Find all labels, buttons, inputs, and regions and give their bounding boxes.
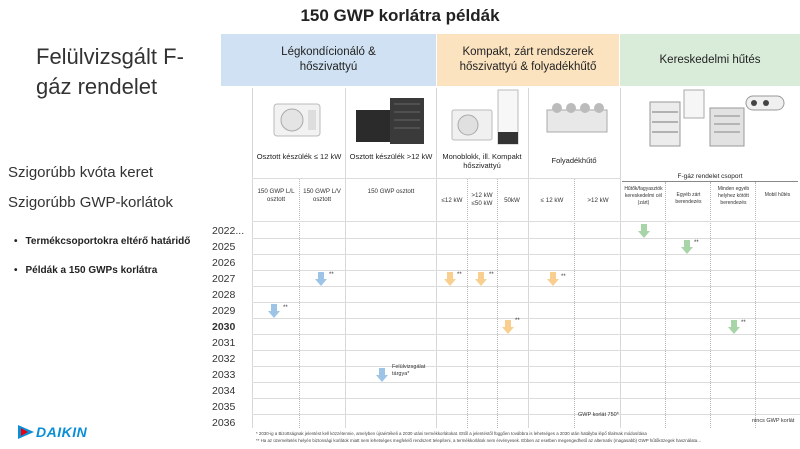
note-mark: **	[329, 272, 334, 278]
daikin-logo-icon	[18, 425, 34, 439]
review-note: Felülvizsgálat tárgya*	[392, 364, 426, 377]
detail-mono-small: ≤12 kW	[441, 197, 463, 204]
row-divider	[252, 270, 800, 271]
column-divider	[436, 88, 437, 428]
deadline-arrow-mono-large-2030	[502, 320, 514, 334]
row-divider	[252, 238, 800, 239]
deadline-arrow-ll-2029	[268, 304, 280, 318]
fgas-group-line	[622, 181, 798, 182]
category-ac: Légkondícionáló & hőszivattyú	[221, 34, 436, 86]
year-label: 2031	[212, 337, 236, 349]
split-large-unit-image	[352, 92, 432, 146]
row-divider	[252, 302, 800, 303]
deadline-arrow-chiller-small-2027	[547, 272, 559, 286]
bullet-deadline: • Termékcsoportokra eltérő határidő	[14, 236, 190, 247]
column-divider	[620, 88, 621, 428]
note-mark: **	[489, 272, 494, 278]
detail-chiller-large: >12 kW	[587, 197, 609, 204]
detail-other-closed: Egyéb zárt berendezés	[675, 192, 702, 205]
commercial-units-image	[648, 88, 788, 148]
year-label: 2027	[212, 273, 236, 285]
row-divider	[252, 350, 800, 351]
product-chiller: Folyadékhűtő	[551, 156, 597, 165]
detail-split-large: 150 GWP osztott	[367, 188, 415, 195]
sub-column-divider	[467, 178, 468, 428]
year-label: 2035	[212, 401, 236, 413]
page-title: 150 GWP korlátra példák	[300, 6, 500, 25]
row-divider	[252, 398, 800, 399]
gwp750-note: GWP korlát 750*	[578, 412, 619, 418]
monoblock-unit-image	[448, 88, 524, 148]
detail-stationary: Minden egyéb helyhez kötött berendezés	[717, 186, 750, 206]
year-label: 2030	[212, 321, 236, 333]
chiller-unit-image	[545, 100, 609, 136]
sub-column-divider	[755, 182, 756, 428]
deadline-arrow-split-2033	[376, 368, 388, 382]
row-divider	[252, 414, 800, 415]
year-label: 2029	[212, 305, 236, 317]
daikin-logo-text: DAIKIN	[36, 424, 88, 440]
deadline-arrow-other-2025	[681, 240, 693, 254]
quota-text: Szigorúbb kvóta keret	[8, 164, 154, 181]
footnote-2: ** Ha az üzemeltetés helyén biztonsági korlátok miatt nem lehetséges megfelelő rendszert telepíteni, a termékkorlátok nem érvényesek. Ebben az esetben megengedhető az alternatív (magasabb) GWP hűtőközegek használata…	[256, 438, 702, 443]
sub-column-divider	[497, 178, 498, 428]
detail-mono-large: 50kW	[504, 197, 520, 204]
row-divider	[252, 334, 800, 335]
sub-column-divider	[574, 178, 575, 428]
split-small-unit-image	[272, 100, 324, 140]
year-label: 2028	[212, 289, 236, 301]
slide-heading: Felülvizsgált F-gáz rendelet	[36, 44, 184, 99]
gwp-limit-text: Szigorúbb GWP-korlátok	[8, 194, 174, 211]
detail-commercial-closed: Hűtők/fagyasztók kereskedelmi cél (zárt)	[624, 186, 663, 206]
product-split-large: Osztott készülék >12 kW	[349, 152, 433, 161]
detail-ll-split: 150 GWP L/L osztott	[257, 188, 295, 203]
row-divider	[252, 318, 800, 319]
product-monoblock: Monoblokk, ill. Kompakt hőszivattyú	[442, 152, 522, 170]
year-label: 2034	[212, 385, 236, 397]
bullet-examples: • Példák a 150 GWPs korlátra	[14, 265, 157, 276]
detail-chiller-small: ≤ 12 kW	[540, 197, 564, 204]
row-divider	[252, 286, 800, 287]
sub-column-divider	[665, 182, 666, 428]
row-divider	[252, 221, 800, 222]
note-mark: **	[741, 320, 746, 326]
deadline-arrow-stationary-2030	[728, 320, 740, 334]
column-divider	[345, 88, 346, 428]
note-mark: **	[457, 272, 462, 278]
column-divider	[252, 88, 253, 428]
year-label: 2026	[212, 257, 236, 269]
year-label: 2036	[212, 417, 236, 429]
row-divider	[252, 254, 800, 255]
sub-column-divider	[710, 182, 711, 428]
fgas-group-label: F-gáz rendelet csoport	[677, 173, 743, 180]
column-divider	[528, 88, 529, 428]
year-label: 2025	[212, 241, 236, 253]
note-mark: **	[561, 274, 566, 280]
note-mark: **	[694, 240, 699, 246]
no-limit-note: nincs GWP korlát	[752, 418, 795, 424]
footnote-1: * 2030-ig a Bizottságnak jelentést kell közzétennie, amelyben újraértékeli a 2030 utáni termékkorlátokat. Ettől a jelentéstől függően továbbra is lehetséges a 2030 után hatályba lépő tilalmak módosítása	[256, 431, 647, 436]
detail-lv-split: 150 GWP L/V osztott	[303, 188, 341, 203]
sub-column-divider	[299, 178, 300, 428]
detail-mono-mid: >12 kW ≤50 kW	[471, 192, 493, 207]
row-divider	[252, 366, 800, 367]
row-divider	[252, 382, 800, 383]
detail-mobile: Mobil hűtés	[764, 192, 791, 198]
year-label: 2033	[212, 369, 236, 381]
daikin-logo	[18, 424, 87, 440]
deadline-arrow-lv-2027	[315, 272, 327, 286]
deadline-arrow-mono-small-2027	[444, 272, 456, 286]
deadline-arrow-mono-mid-2027	[475, 272, 487, 286]
note-mark: **	[515, 318, 520, 324]
note-mark: **	[283, 305, 288, 311]
category-commercial: Kereskedelmi hűtés	[620, 34, 800, 86]
year-label: 2022...	[212, 225, 245, 237]
header-divider	[252, 178, 620, 179]
product-split-small: Osztott készülék ≤ 12 kW	[256, 152, 342, 161]
deadline-arrow-commercial-2022	[638, 224, 650, 238]
category-compact: Kompakt, zárt rendszerek hőszivattyú & folyadékhűtő	[437, 34, 619, 86]
year-label: 2032	[212, 353, 236, 365]
